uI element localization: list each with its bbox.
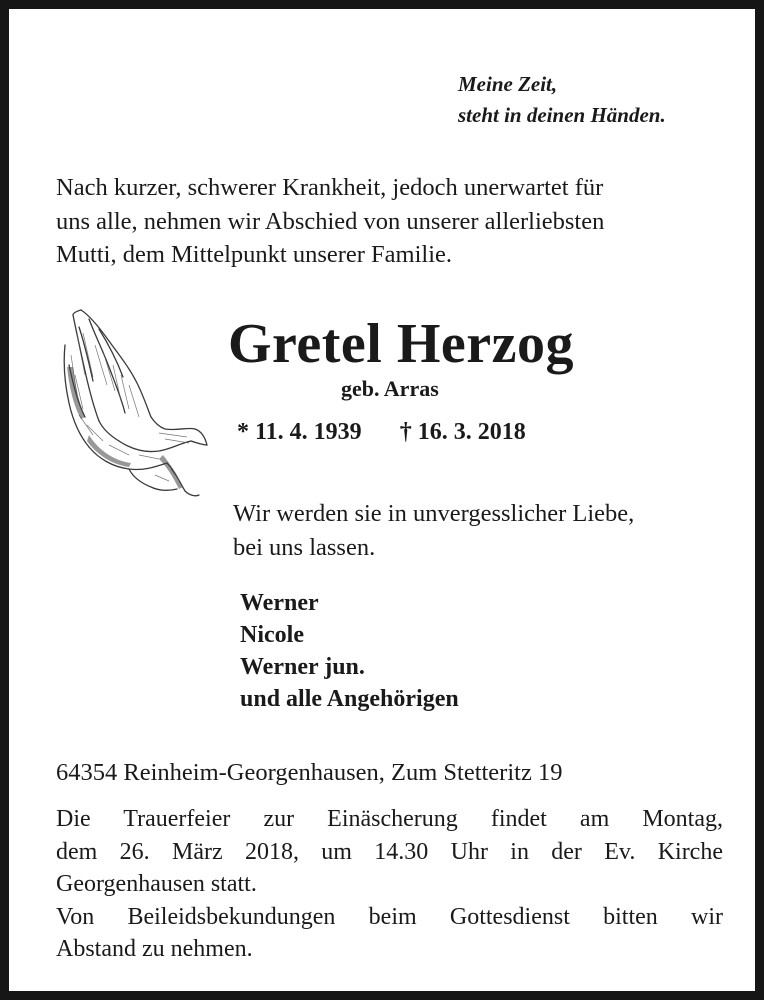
motto-line: steht in deinen Händen. bbox=[458, 103, 666, 127]
deceased-name: Gretel Herzog bbox=[228, 313, 574, 375]
maiden-name: geb. Arras bbox=[341, 376, 439, 401]
birth-date: * 11. 4. 1939 bbox=[237, 419, 362, 445]
service-line: dem 26. März 2018, um 14.30 Uhr in der Ev. Kirche bbox=[56, 838, 723, 865]
mourner: und alle Angehörigen bbox=[240, 686, 459, 712]
intro-line: Mutti, dem Mittelpunkt unserer Familie. bbox=[56, 241, 453, 268]
mourner: Werner jun. bbox=[240, 654, 365, 680]
remembrance-line: bei uns lassen. bbox=[233, 534, 376, 561]
remembrance-line: Wir werden sie in unvergesslicher Liebe, bbox=[233, 500, 635, 527]
death-date: † 16. 3. 2018 bbox=[399, 419, 526, 445]
service-notice bbox=[56, 803, 723, 966]
address: 64354 Reinheim-Georgenhausen, Zum Stetteritz 19 bbox=[56, 759, 563, 786]
service-line: Die Trauerfeier zur Einäscherung findet am Montag, bbox=[56, 806, 723, 832]
mourner: Nicole bbox=[240, 622, 304, 648]
service-line: Von Beileidsbekundungen beim Gottesdienst bitten wir bbox=[56, 903, 723, 930]
motto bbox=[458, 69, 666, 131]
life-dates bbox=[237, 417, 526, 447]
intro-text bbox=[56, 171, 726, 272]
mourners-list bbox=[240, 587, 459, 715]
mourner: Werner bbox=[240, 590, 319, 616]
intro-line: Nach kurzer, schwerer Krankheit, jedoch unerwartet für bbox=[56, 174, 604, 201]
praying-hands-icon bbox=[59, 305, 209, 500]
service-line: Georgenhausen statt. bbox=[56, 871, 257, 898]
intro-line: uns alle, nehmen wir Abschied von unserer allerliebsten bbox=[56, 207, 605, 235]
motto-line: Meine Zeit, bbox=[458, 72, 558, 96]
service-line: Abstand zu nehmen. bbox=[56, 936, 253, 963]
remembrance-text bbox=[233, 497, 634, 565]
